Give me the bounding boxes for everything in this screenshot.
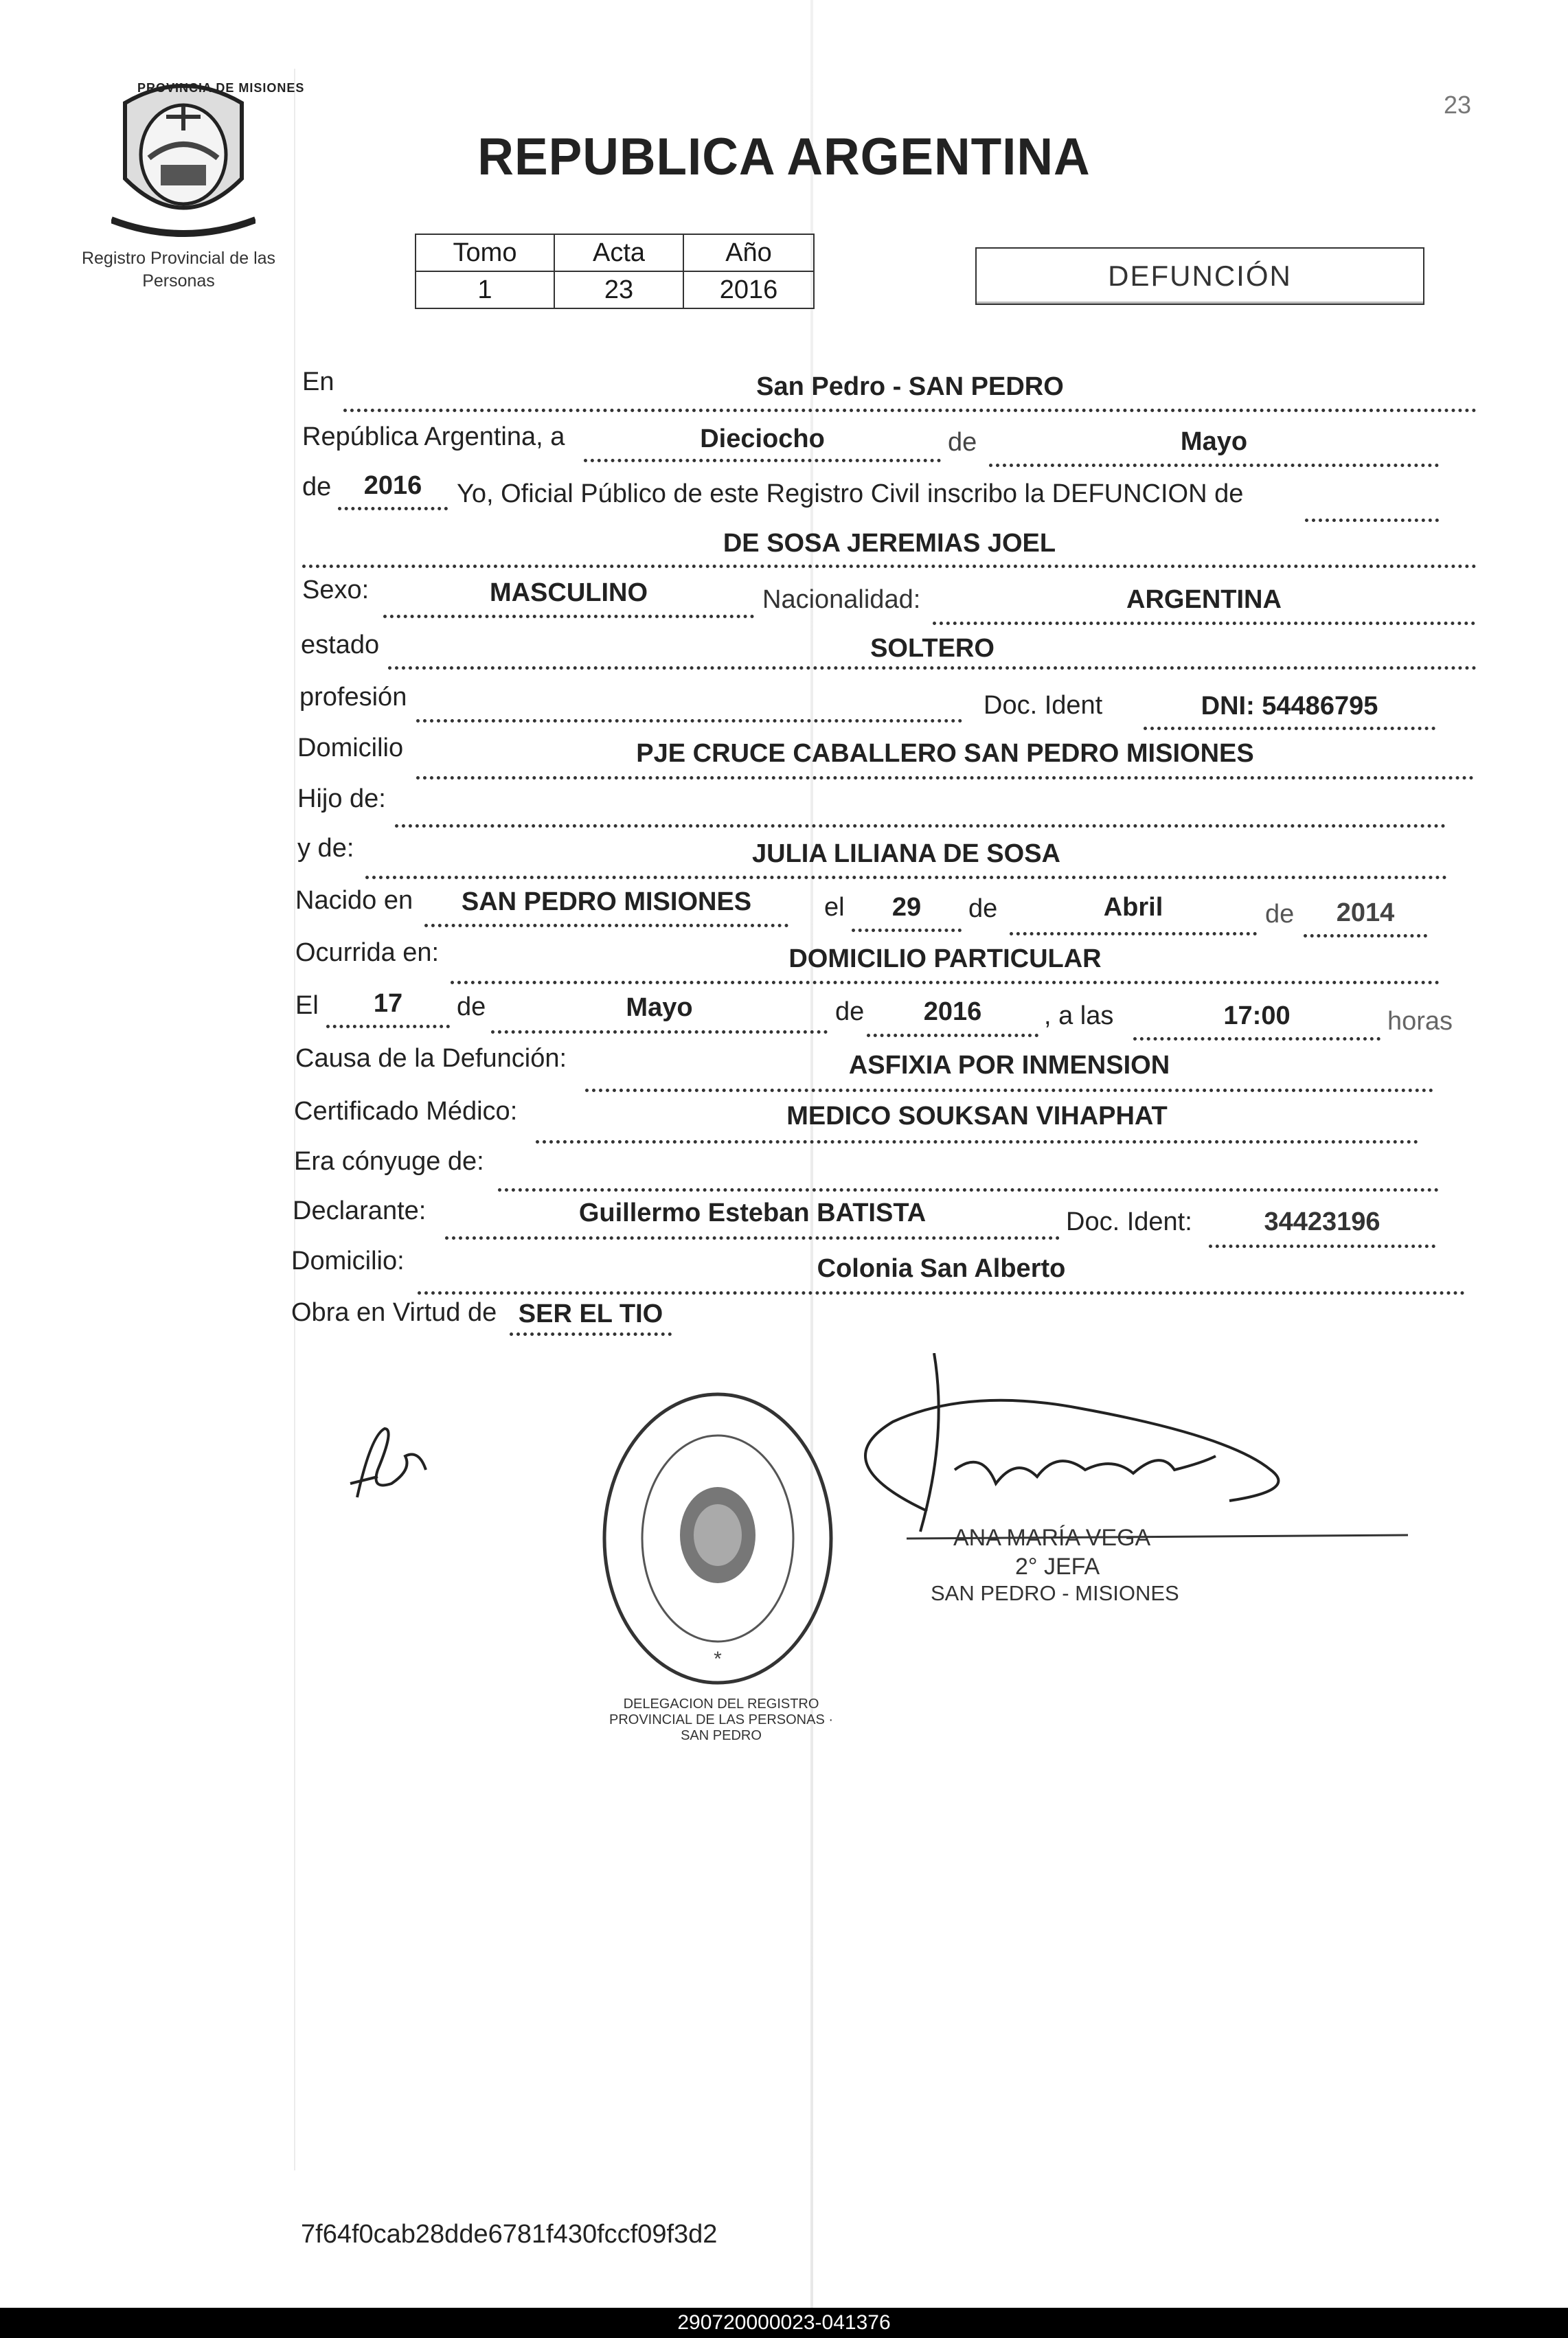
hijo-label: Hijo de: bbox=[297, 784, 386, 813]
signer-location: SAN PEDRO - MISIONES bbox=[931, 1581, 1179, 1605]
fall-de1-label: de bbox=[457, 992, 486, 1021]
doc-line bbox=[1144, 727, 1435, 730]
fall-dia-line bbox=[326, 1025, 450, 1028]
fall-dia-value: 17 bbox=[373, 989, 403, 1018]
declarante-line bbox=[445, 1236, 1060, 1240]
anio-value: 2016 bbox=[363, 471, 422, 500]
tomo-header: Tomo bbox=[416, 234, 554, 271]
dia-line bbox=[584, 459, 941, 462]
obra-line bbox=[510, 1332, 672, 1336]
nac-de2-label: de bbox=[1265, 900, 1295, 929]
el-label: el bbox=[824, 893, 845, 922]
domicilio2-line bbox=[418, 1291, 1465, 1295]
document-title: REPUBLICA ARGENTINA bbox=[477, 128, 1091, 186]
declarante-value: Guillermo Esteban BATISTA bbox=[578, 1199, 927, 1227]
nombre-line bbox=[302, 565, 1477, 568]
anio-value: 2016 bbox=[683, 271, 814, 308]
certificado-label: Certificado Médico: bbox=[294, 1097, 518, 1126]
signer-name: ANA MARÍA VEGA bbox=[953, 1525, 1151, 1551]
ocurrida-value: DOMICILIO PARTICULAR bbox=[788, 944, 1102, 973]
tomo-value: 1 bbox=[416, 271, 554, 308]
conyuge-line bbox=[498, 1188, 1439, 1192]
estado-value: SOLTERO bbox=[870, 634, 995, 663]
svg-text:*: * bbox=[714, 1648, 722, 1670]
anio-label: de bbox=[302, 473, 332, 501]
institution-name: Registro Provincial de las Personas bbox=[81, 249, 276, 291]
certificado-line bbox=[536, 1140, 1418, 1144]
madre-line bbox=[365, 876, 1447, 879]
domicilio-label: Domicilio bbox=[297, 734, 404, 762]
domicilio-line bbox=[416, 776, 1474, 780]
nacido-value: SAN PEDRO MISIONES bbox=[461, 887, 752, 916]
causa-line bbox=[585, 1089, 1433, 1092]
hijo-line bbox=[395, 824, 1446, 828]
domicilio-value: PJE CRUCE CABALLERO SAN PEDRO MISIONES bbox=[636, 739, 1254, 768]
causa-value: ASFIXIA POR INMENSION bbox=[848, 1051, 1170, 1080]
alas-label: , a las bbox=[1044, 1001, 1114, 1030]
fall-anio-line bbox=[867, 1034, 1038, 1037]
hora-line bbox=[1133, 1037, 1380, 1041]
estado-line bbox=[388, 666, 1477, 670]
volume-table bbox=[415, 234, 815, 309]
nac-mes-value: Abril bbox=[1103, 893, 1163, 922]
doc2-value: 34423196 bbox=[1264, 1207, 1380, 1236]
nacido-line bbox=[424, 924, 788, 927]
nac-anio-line bbox=[1304, 934, 1427, 938]
obra-value: SER EL TIO bbox=[518, 1299, 663, 1328]
oficial-text: Yo, Oficial Público de este Registro Civil inscribo la DEFUNCION de bbox=[457, 479, 1244, 508]
fall-mes-value: Mayo bbox=[626, 993, 693, 1022]
nac-mes-line bbox=[1010, 932, 1257, 935]
anio-header: Año bbox=[683, 234, 814, 271]
causa-label: Causa de la Defunción: bbox=[295, 1044, 567, 1073]
nacionalidad-line bbox=[933, 622, 1475, 625]
en-label: En bbox=[302, 367, 334, 396]
signer-role: 2° JEFA bbox=[1015, 1554, 1100, 1580]
sexo-label: Sexo: bbox=[302, 576, 370, 604]
hora-value: 17:00 bbox=[1223, 1001, 1291, 1030]
oficial-line bbox=[1305, 519, 1439, 522]
mes-line bbox=[989, 464, 1439, 467]
horas-label: horas bbox=[1387, 1007, 1453, 1036]
emblem-caption: PROVINCIA DE MISIONES bbox=[137, 81, 305, 95]
declarante-label: Declarante: bbox=[293, 1196, 427, 1225]
en-value: San Pedro - SAN PEDRO bbox=[756, 372, 1064, 401]
fall-mes-line bbox=[491, 1030, 828, 1034]
en-line bbox=[343, 409, 1477, 412]
nacido-label: Nacido en bbox=[295, 886, 413, 915]
domicilio2-value: Colonia San Alberto bbox=[817, 1254, 1066, 1283]
initials-signature-icon bbox=[337, 1408, 440, 1511]
conyuge-label: Era cónyuge de: bbox=[294, 1147, 484, 1176]
dia-value: Dieciocho bbox=[700, 424, 825, 453]
nacionalidad-value: ARGENTINA bbox=[1126, 585, 1282, 614]
fall-anio-value: 2016 bbox=[923, 997, 982, 1026]
certificado-value: MEDICO SOUKSAN VIHAPHAT bbox=[786, 1102, 1168, 1131]
anio-line bbox=[338, 507, 448, 510]
profesion-line bbox=[416, 719, 962, 723]
estado-label: estado bbox=[301, 631, 380, 659]
nombre-value: DE SOSA JEREMIAS JOEL bbox=[723, 529, 1056, 558]
seal-text: DELEGACION DEL REGISTRO PROVINCIAL DE LAS PERSONAS · SAN PEDRO bbox=[609, 1696, 833, 1743]
page-fold bbox=[810, 0, 813, 2308]
footer-code: 290720000023-041376 bbox=[0, 2308, 1568, 2338]
profesion-label: profesión bbox=[299, 683, 407, 712]
sexo-value: MASCULINO bbox=[489, 578, 648, 607]
document-hash: 7f64f0cab28dde6781f430fccf09f3d2 bbox=[301, 2220, 718, 2249]
madre-value: JULIA LILIANA DE SOSA bbox=[752, 839, 1060, 868]
doc2-label: Doc. Ident: bbox=[1066, 1207, 1192, 1236]
ocurrida-label: Ocurrida en: bbox=[295, 938, 440, 967]
doc-value: DNI: 54486795 bbox=[1201, 692, 1378, 720]
yde-label: y de: bbox=[297, 834, 354, 863]
doc-label: Doc. Ident bbox=[984, 691, 1103, 720]
mes-value: Mayo bbox=[1180, 427, 1248, 456]
nacionalidad-label: Nacionalidad: bbox=[762, 585, 921, 614]
nac-dia-value: 29 bbox=[891, 893, 922, 922]
page-number: 23 bbox=[1444, 91, 1472, 119]
record-type-box: DEFUNCIÓN bbox=[975, 247, 1424, 305]
ocurrida-line bbox=[451, 981, 1440, 984]
nac-dia-line bbox=[852, 929, 962, 932]
domicilio2-label: Domicilio: bbox=[291, 1247, 405, 1275]
obra-label: Obra en Virtud de bbox=[291, 1298, 497, 1327]
fall-de2-label: de bbox=[835, 997, 865, 1026]
sexo-line bbox=[383, 615, 754, 618]
doc2-line bbox=[1209, 1245, 1435, 1248]
nac-de1-label: de bbox=[968, 894, 998, 923]
el2-label: El bbox=[295, 991, 319, 1020]
de-label: de bbox=[948, 428, 977, 457]
nac-anio-value: 2014 bbox=[1336, 898, 1395, 927]
republica-label: República Argentina, a bbox=[302, 422, 565, 451]
acta-value: 23 bbox=[554, 271, 683, 308]
acta-header: Acta bbox=[554, 234, 683, 271]
